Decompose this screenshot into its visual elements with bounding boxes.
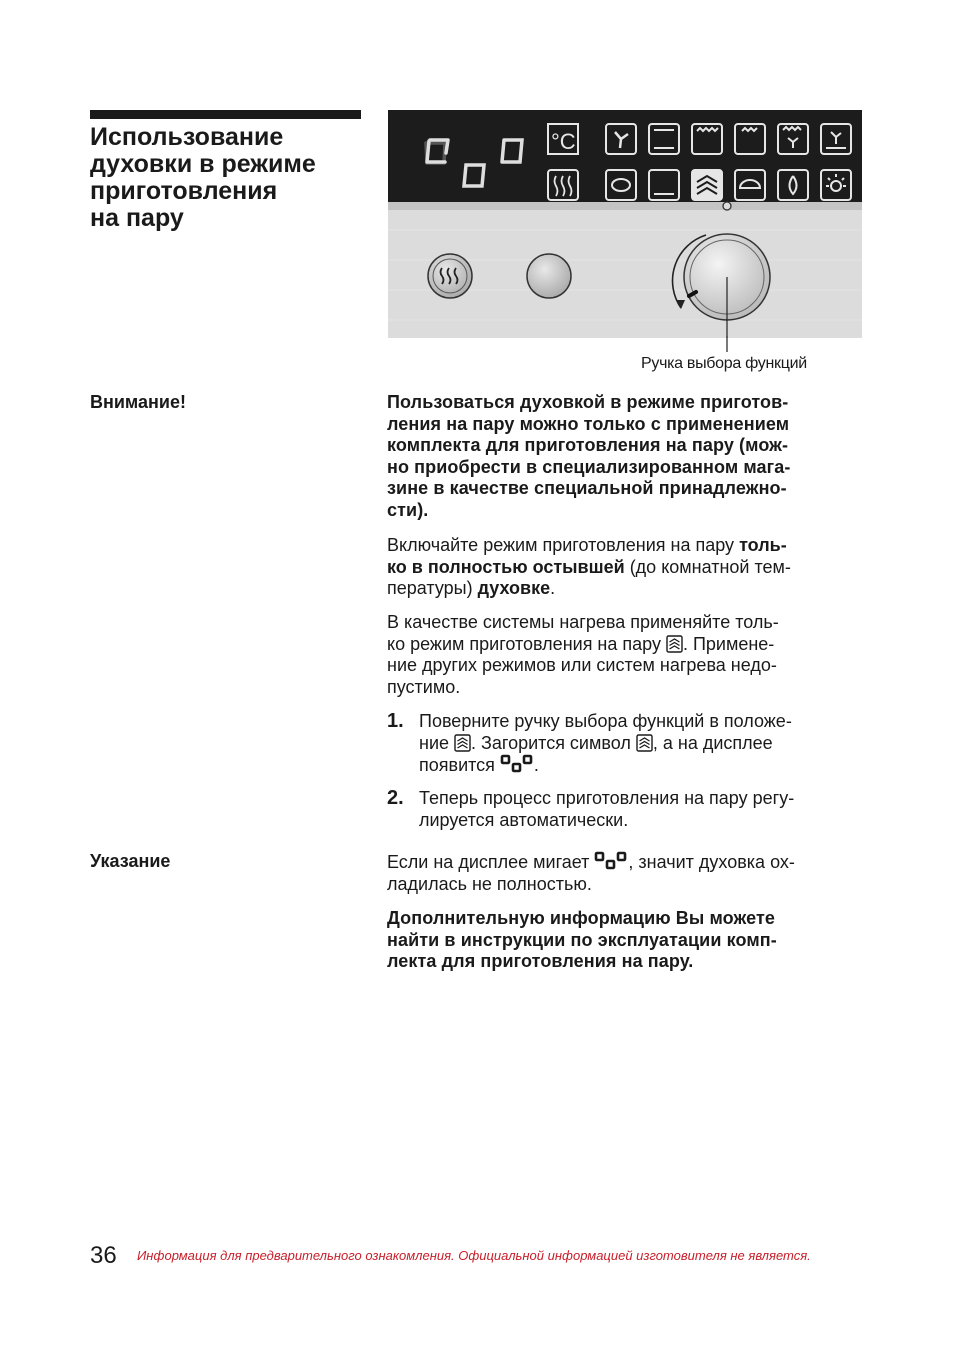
warning-bold-paragraph bbox=[387, 392, 864, 521]
warning-line: комплекта для приготовления на пару (мож- bbox=[387, 435, 789, 455]
note-label: Указание bbox=[90, 851, 171, 871]
title-line-3: приготовления bbox=[90, 177, 278, 205]
warning-line: но приобрести в специализированном мага- bbox=[387, 456, 791, 477]
round-button bbox=[527, 254, 571, 298]
title-line-2: духовки в режиме bbox=[90, 150, 316, 178]
callout-leader bbox=[726, 336, 728, 352]
title-line-1: Использование bbox=[90, 123, 284, 151]
warning-line: зине в качестве специальной принадлежно- bbox=[387, 478, 787, 498]
step-2: 2. Теперь процесс приготовления на пару регу- лируется автоматически. bbox=[387, 787, 795, 830]
steam-display-symbol-icon bbox=[594, 851, 628, 871]
step-1: 1. Поверните ручку выбора функций в положе- ние . Загорится символ , а на дисплее появится . bbox=[387, 710, 792, 775]
note-bold-line: Дополнительную информацию Вы можете bbox=[387, 908, 776, 928]
warning-line: Пользоваться духовкой в режиме приготов- bbox=[387, 392, 789, 412]
heating-system-paragraph: В качестве системы нагрева применяйте толь- ко режим приготовления на пару . Примене- ние других режимов или систем нагрева недо- пустимо. bbox=[387, 612, 779, 697]
note-bold-line: найти в инструкции по эксплуатации комп- bbox=[387, 929, 777, 950]
steam-mode-icon bbox=[666, 635, 683, 653]
knob-caption: Ручка выбора функций bbox=[641, 355, 807, 372]
note-bold-line: лекта для приготовления на пару. bbox=[387, 951, 694, 971]
warning-line: ления на пару можно только с применением bbox=[387, 413, 790, 434]
steam-mode-icon bbox=[692, 170, 722, 200]
steam-mode-icon bbox=[636, 734, 653, 752]
heading-rule bbox=[90, 110, 361, 119]
warning-label: Внимание! bbox=[90, 392, 186, 412]
control-panel-illustration bbox=[388, 110, 862, 338]
step-number: 1. bbox=[387, 710, 404, 732]
temp-unit-label: °C bbox=[551, 129, 576, 154]
steam-mode-icon bbox=[454, 734, 471, 752]
page-title bbox=[90, 124, 370, 232]
note-paragraph: Если на дисплее мигает , значит духовка ох- ладилась не полностью. bbox=[387, 852, 795, 894]
indicator-light bbox=[723, 202, 731, 210]
title-line-4: на пару bbox=[90, 204, 184, 232]
cool-oven-paragraph: Включайте режим приготовления на пару толь- ко в полностью остывшей (до комнатной тем- пературы) духовке. bbox=[387, 535, 791, 598]
warning-line: сти). bbox=[387, 499, 429, 520]
note-bold-paragraph bbox=[387, 908, 864, 973]
page-number: 36 bbox=[90, 1242, 117, 1269]
steam-display-symbol-icon bbox=[500, 754, 534, 774]
footer-disclaimer: Информация для предварительного ознакомления. Официальной информацией изготовителя не является. bbox=[137, 1248, 811, 1263]
step-number: 2. bbox=[387, 787, 404, 809]
